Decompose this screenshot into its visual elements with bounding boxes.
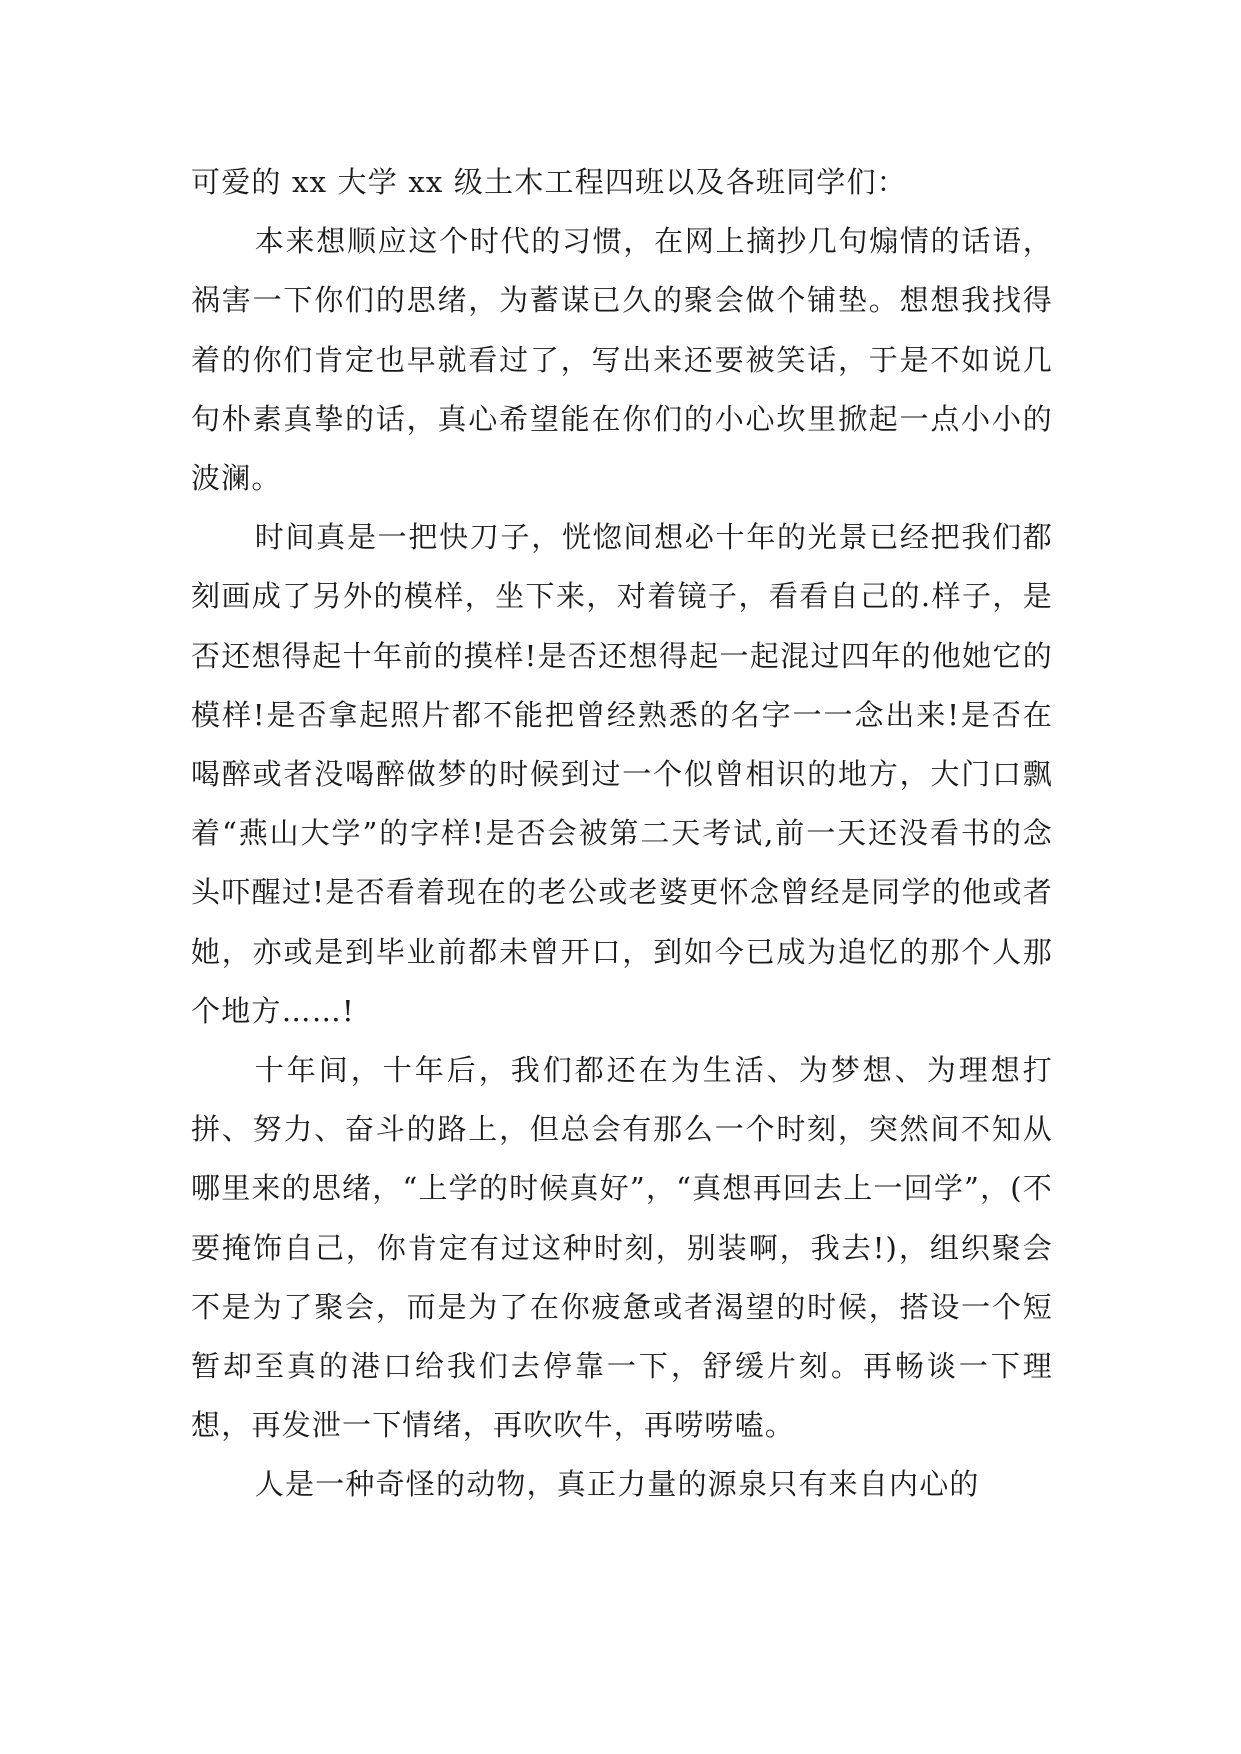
paragraph-3: 十年间，十年后，我们都还在为生活、为梦想、为理想打拼、努力、奋斗的路上，但总会有那么一个时刻，突然间不知从哪里来的思绪，“上学的时候真好”，“真想再回去上一回学”，(不要掩饰自己，你肯定有过这种时刻，别装啊，我去!)，组织聚会不是为了聚会，而是为了在你疲惫或者渴望的时候，搭设一个短暂却至真的港口给我们去停靠一下，舒缓片刻。再畅谈一下理想，再发泄一下情绪，再吹吹牛，再唠唠嗑。 (191, 1053, 1053, 1443)
salutation: 可爱的 xx 大学 xx 级土木工程四班以及各班同学们： (191, 165, 907, 199)
letter-body (191, 153, 1053, 1515)
paragraph-2: 时间真是一把快刀子，恍惚间想必十年的光景已经把我们都刻画成了另外的模样，坐下来，对着镜子，看看自己的.样子，是否还想得起十年前的摸样!是否还想得起一起混过四年的他她它的模样!是否拿起照片都不能把曾经熟悉的名字一一念出来!是否在喝醉或者没喝醉做梦的时候到过一个似曾相识的地方，大门口飘着“燕山大学”的字样!是否会被第二天考试,前一天还没看书的念头吓醒过!是否看着现在的老公或老婆更怀念曾经是同学的他或者她，亦或是到毕业前都未曾开口，到如今已成为追忆的那个人那个地方……! (191, 520, 1053, 1028)
paragraph-1: 本来想顺应这个时代的习惯，在网上摘抄几句煽情的话语，祸害一下你们的思绪，为蓄谋已久的聚会做个铺垫。想想我找得着的你们肯定也早就看过了，写出来还要被笑话，于是不如说几句朴素真挚的话，真心希望能在你们的小心坎里掀起一点小小的波澜。 (191, 224, 1053, 496)
paragraph-4: 人是一种奇怪的动物，真正力量的源泉只有来自内心的 (254, 1467, 980, 1502)
